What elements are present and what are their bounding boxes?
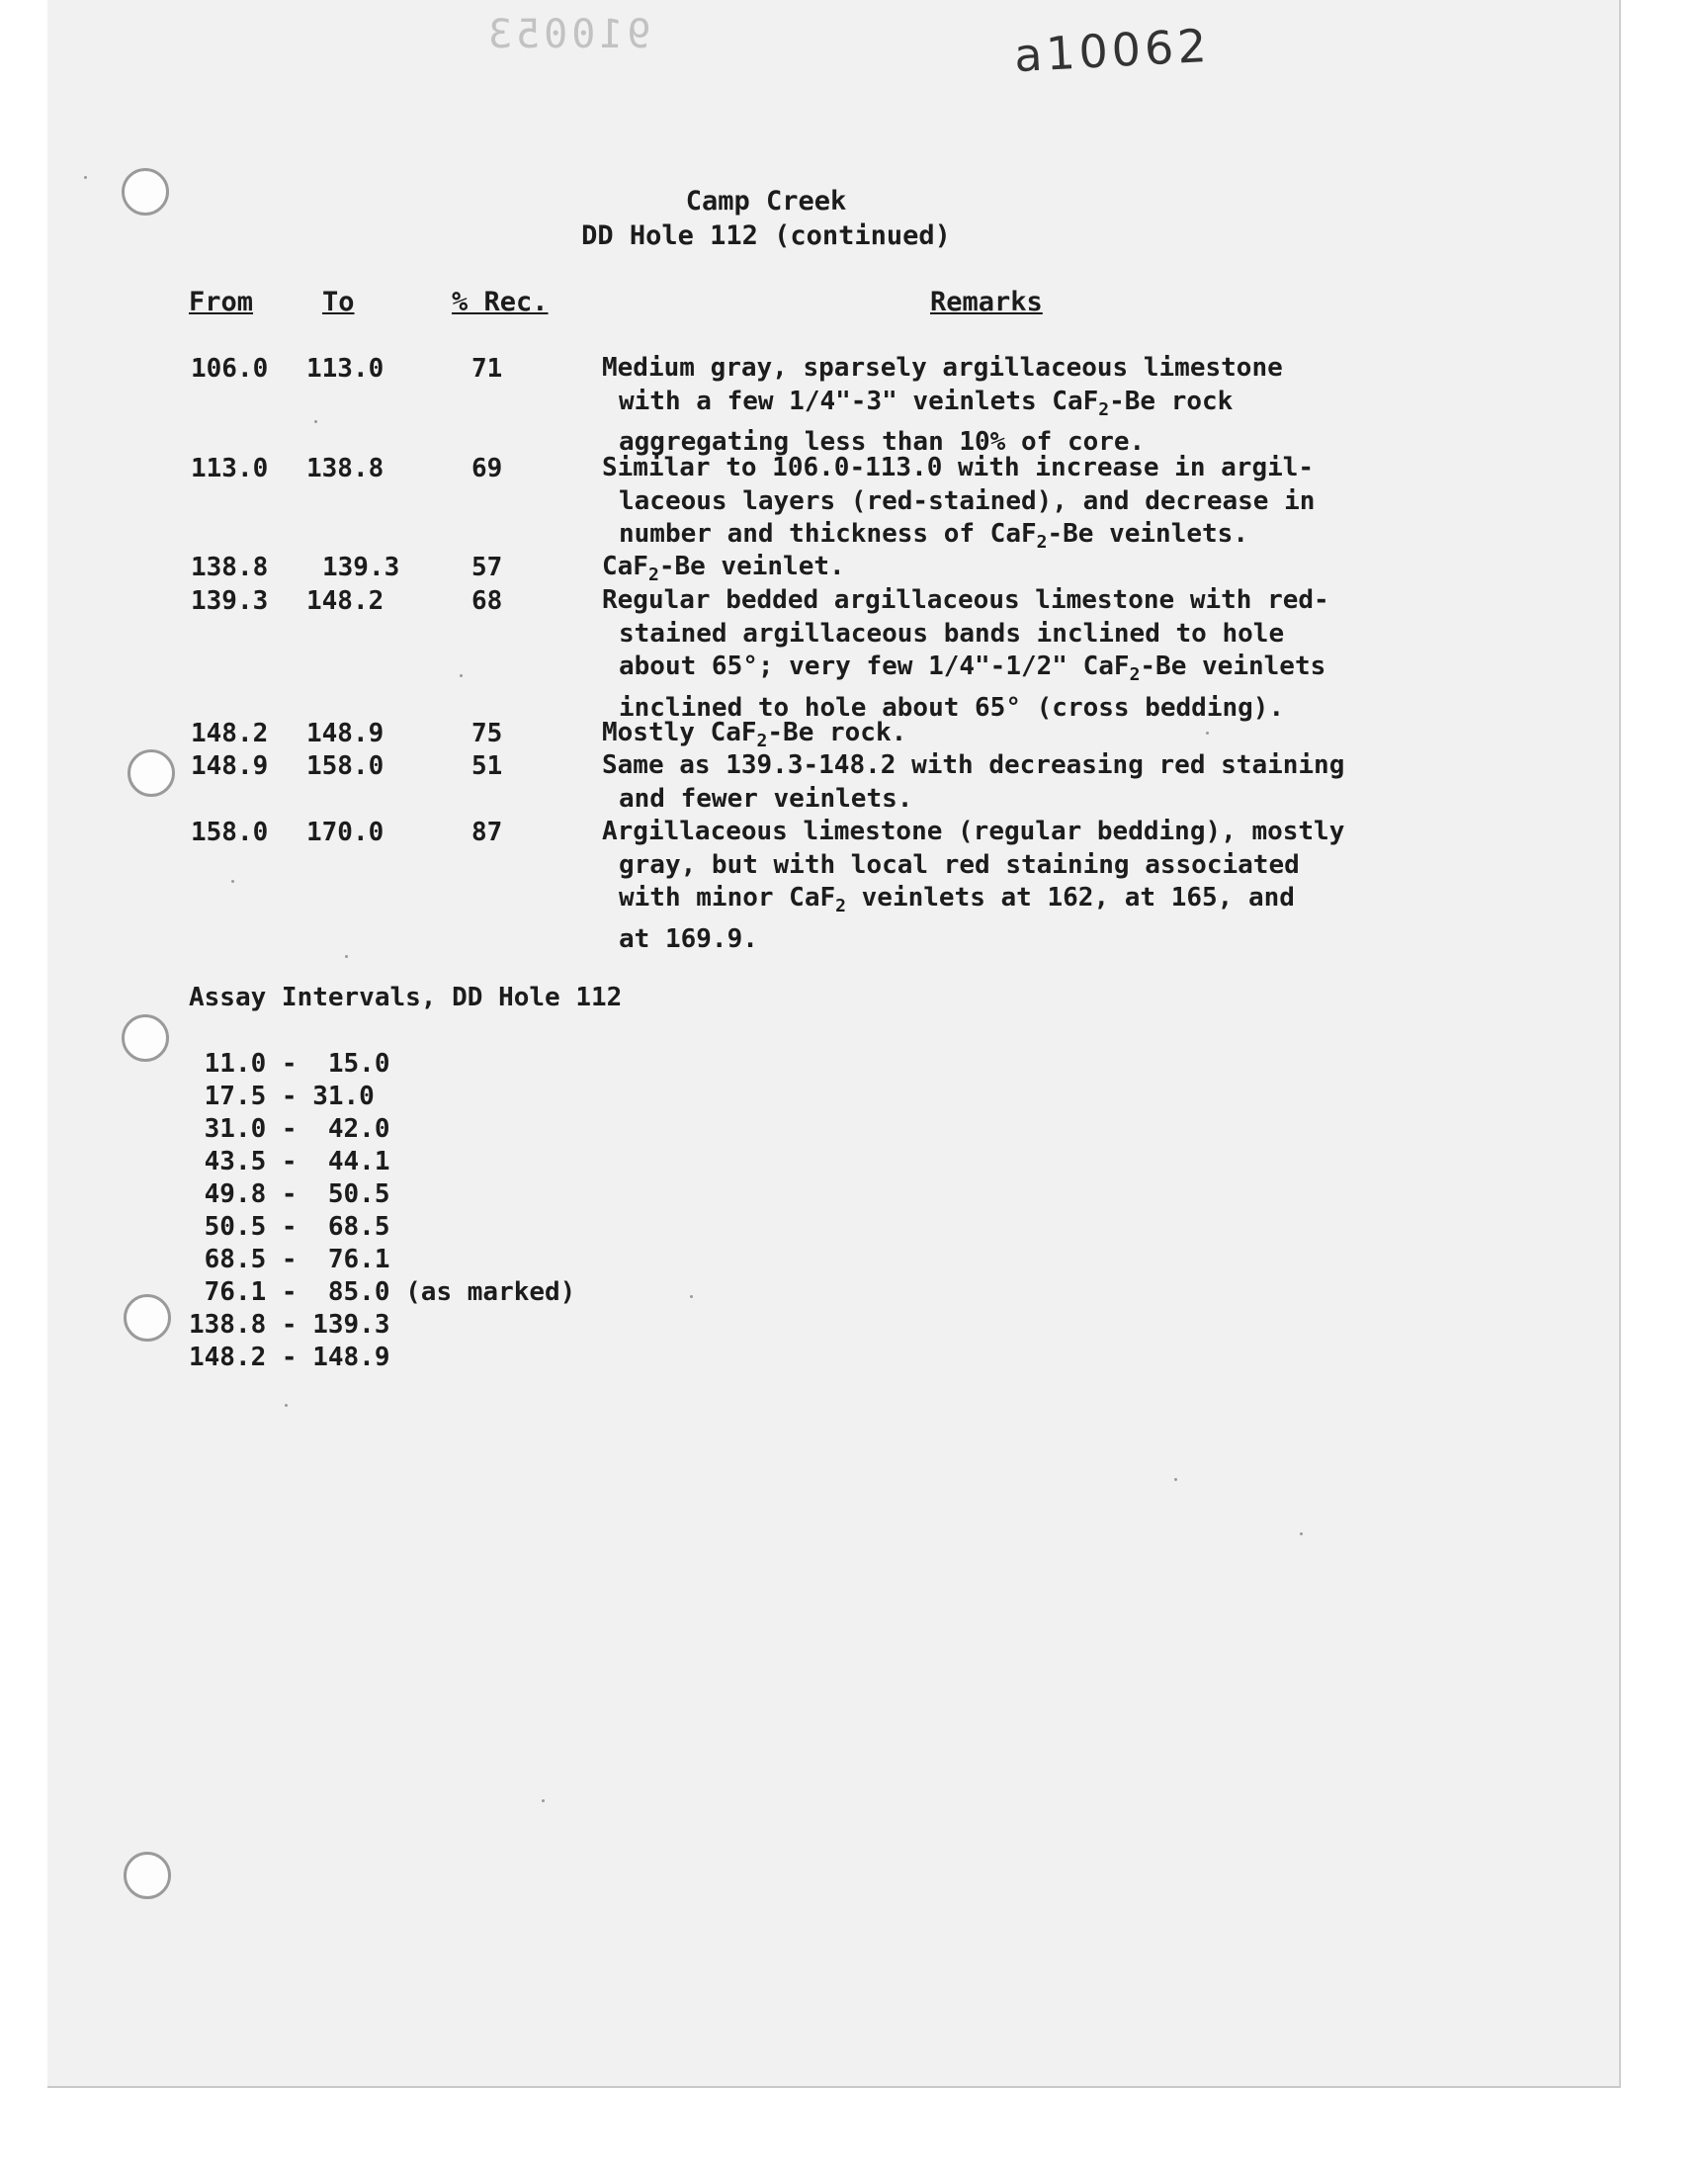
row-recovery-percent: 51 [471, 751, 503, 781]
row-recovery-percent: 57 [471, 553, 503, 582]
column-header-rec: % Rec. [452, 287, 549, 317]
row-remarks [602, 584, 1329, 725]
assay-interval-row: 76.1 - 85.0 (as marked) [189, 1277, 576, 1307]
row-remarks [602, 749, 1344, 816]
binder-hole [124, 1294, 171, 1342]
assay-intervals-list [189, 1048, 575, 1374]
row-remarks [602, 816, 1344, 956]
remark-line: Similar to 106.0-113.0 with increase in argil- [602, 453, 1315, 482]
column-header-remarks: Remarks [930, 287, 1043, 317]
remark-line: about 65°; very few 1/4"-1/2" CaF$_2$-Be veinlets [619, 652, 1326, 686]
assay-intervals-title: Assay Intervals, DD Hole 112 [189, 983, 623, 1012]
row-from-depth: 138.8 [191, 553, 269, 582]
remark-line: inclined to hole about 65° (cross bedding). [619, 692, 1285, 723]
remark-line: stained argillaceous bands inclined to hole [619, 618, 1285, 649]
column-header-to: To [322, 287, 355, 317]
binder-hole [124, 1852, 171, 1899]
assay-interval-row: 43.5 - 44.1 [189, 1147, 390, 1176]
remark-line: at 169.9. [619, 923, 758, 954]
remark-line: with minor CaF$_2$ veinlets at 162, at 165, and [619, 883, 1295, 917]
remark-line: Argillaceous limestone (regular bedding), mostly [602, 817, 1345, 846]
remark-line: aggregating less than 10% of core. [619, 427, 1146, 458]
row-recovery-percent: 68 [471, 586, 503, 616]
document-page [47, 0, 1621, 2088]
faded-stamp: 910053 [484, 12, 651, 57]
row-from-depth: 106.0 [191, 354, 269, 384]
row-to-depth: 113.0 [306, 354, 384, 384]
assay-interval-row: 17.5 - 31.0 [189, 1082, 375, 1111]
binder-hole [128, 749, 175, 797]
remark-line: number and thickness of CaF$_2$-Be veinlets. [619, 519, 1248, 554]
row-recovery-percent: 75 [471, 719, 503, 748]
row-from-depth: 148.2 [191, 719, 269, 748]
row-to-depth: 148.9 [306, 719, 384, 748]
row-recovery-percent: 87 [471, 818, 503, 847]
remark-line: gray, but with local red staining associated [619, 849, 1300, 880]
binder-hole [122, 168, 169, 216]
row-from-depth: 139.3 [191, 586, 269, 616]
row-recovery-percent: 71 [471, 354, 503, 384]
row-recovery-percent: 69 [471, 454, 503, 483]
assay-interval-row: 50.5 - 68.5 [189, 1212, 390, 1242]
document-title: Camp Creek [685, 186, 847, 217]
row-from-depth: 113.0 [191, 454, 269, 483]
remark-line: Medium gray, sparsely argillaceous limestone [602, 353, 1283, 383]
row-from-depth: 148.9 [191, 751, 269, 781]
row-remarks [602, 352, 1283, 460]
binder-hole [122, 1014, 169, 1062]
document-number: a10062 [1012, 18, 1212, 83]
assay-interval-row: 49.8 - 50.5 [189, 1179, 390, 1209]
remark-line: Regular bedded argillaceous limestone with red- [602, 585, 1329, 615]
document-subtitle: DD Hole 112 (continued) [581, 220, 951, 251]
assay-interval-row: 68.5 - 76.1 [189, 1245, 390, 1274]
remark-line: and fewer veinlets. [619, 783, 913, 814]
assay-interval-row: 148.2 - 148.9 [189, 1343, 390, 1372]
row-to-depth: 138.8 [306, 454, 384, 483]
row-from-depth: 158.0 [191, 818, 269, 847]
assay-interval-row: 31.0 - 42.0 [189, 1114, 390, 1144]
assay-interval-row: 11.0 - 15.0 [189, 1049, 390, 1079]
row-to-depth: 170.0 [306, 818, 384, 847]
row-to-depth: 148.2 [306, 586, 384, 616]
remark-line: Mostly CaF$_2$-Be rock. [602, 718, 907, 752]
column-header-from: From [189, 287, 254, 317]
remark-line: laceous layers (red-stained), and decrease in [619, 485, 1316, 516]
assay-interval-row: 138.8 - 139.3 [189, 1310, 390, 1340]
row-remarks [602, 452, 1315, 560]
row-to-depth: 158.0 [306, 751, 384, 781]
remark-line: with a few 1/4"-3" veinlets CaF$_2$-Be rock [619, 386, 1234, 420]
remark-line: Same as 139.3-148.2 with decreasing red staining [602, 750, 1345, 780]
row-to-depth: 139.3 [322, 553, 400, 582]
remark-line: CaF$_2$-Be veinlet. [602, 552, 845, 586]
